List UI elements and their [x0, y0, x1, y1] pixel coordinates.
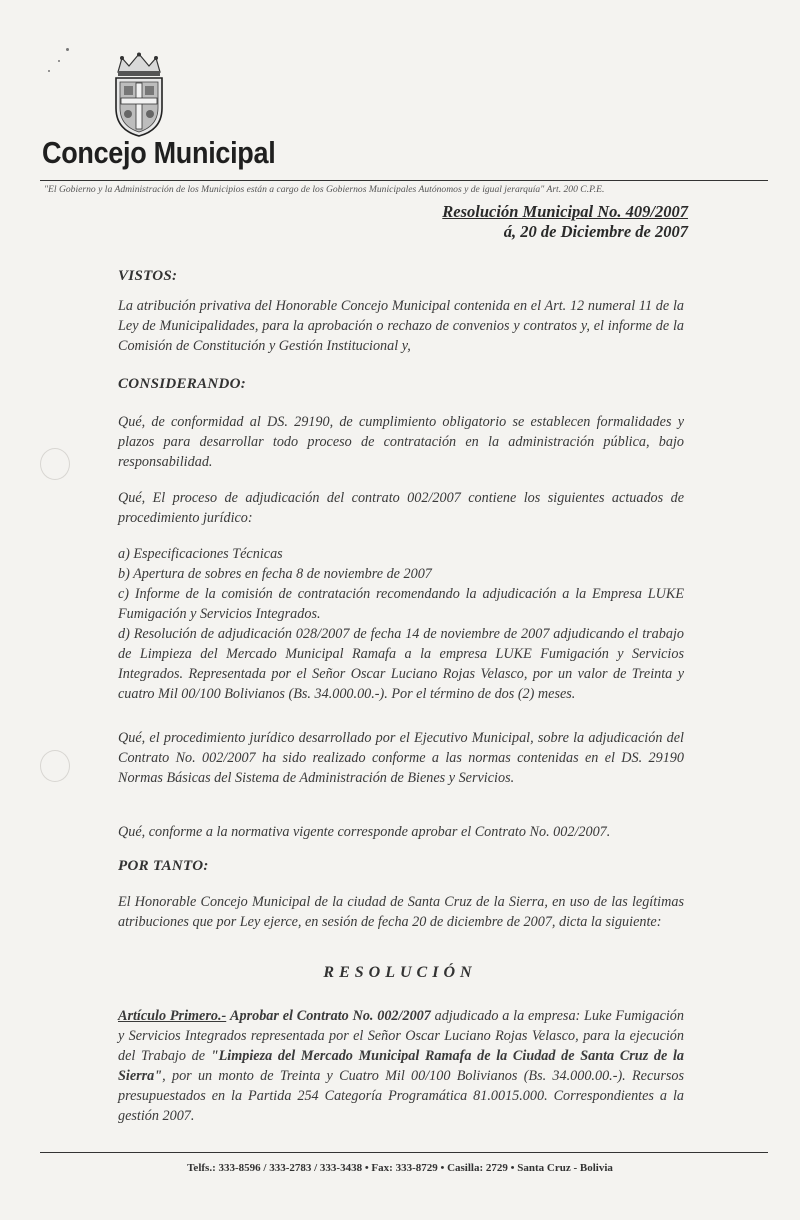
procedure-list [118, 544, 684, 704]
scan-speck [58, 60, 60, 62]
resolution-date: á, 20 de Diciembre de 2007 [503, 222, 688, 241]
footer-divider [40, 1152, 768, 1153]
article-label: Artículo Primero.- [118, 1008, 227, 1024]
header-motto: "El Gobierno y la Administración de los Municipios están a cargo de los Gobiernos Municipales Autónomos y de igual jerarquía" Art. 200 C.P.E. [44, 184, 605, 195]
vistos-paragraph: La atribución privativa del Honorable Concejo Municipal contenida en el Art. 12 numeral 11 de la Ley de Municipalidades, para la aprobación o rechazo de convenios y contratos y, el informe de la Comisión de Constitución y Gestión Institucional y, [118, 298, 684, 354]
list-item: a) Especificaciones Técnicas [118, 546, 283, 562]
scan-speck [66, 48, 69, 51]
considerando-paragraph-3: Qué, el procedimiento jurídico desarrollado por el Ejecutivo Municipal, sobre la adjudicación del Contrato No. 002/2007 ha sido realizado conforme a las normas contenidas en el DS. 29190 Normas Básicas del Sistema de Administración de Bienes y Servicios. [118, 730, 684, 786]
resolution-heading: RESOLUCIÓN [323, 964, 477, 981]
article-text-1: adjudicado a la empresa: Luke Fumigación y Servicios Integrados representada por el Señor Oscar Luciano Rojas Velasco, para la ejecución del Trabajo de [118, 1008, 684, 1064]
considerando-paragraph-4: Qué, conforme a la normativa vigente corresponde aprobar el Contrato No. 002/2007. [118, 824, 611, 840]
article-text-2: , por un monto de Treinta y Cuatro Mil 00/100 Bolivianos (Bs. 34.000.00.-). Recursos presupuestados en la Partida 254 Categoría Programática 81.0015.000. Correspondientes a la gestión 2007. [118, 1068, 684, 1124]
header-divider [40, 180, 768, 181]
considerando-paragraph-2: Qué, El proceso de adjudicación del contrato 002/2007 contiene los siguientes actuados de procedimiento jurídico: [118, 490, 684, 526]
list-item: c) Informe de la comisión de contratación recomendando la adjudicación a la Empresa LUKE Fumigación y Servicios Integrados. [118, 586, 684, 622]
article-lead: Aprobar el Contrato No. 002/2007 [230, 1008, 431, 1024]
considerando-paragraph-1: Qué, de conformidad al DS. 29190, de cumplimiento obligatorio se establecen formalidades y plazos para desarrollar todo proceso de contratación en la administración pública, bajo responsabilidad. [118, 414, 684, 470]
section-heading-por-tanto: POR TANTO: [118, 858, 209, 874]
footer-contact: Telfs.: 333-8596 / 333-2783 / 333-3438 • Fax: 333-8729 • Casilla: 2729 • Santa Cruz - Bolivia [187, 1162, 613, 1174]
article-first-paragraph [118, 1006, 684, 1126]
section-heading-vistos: VISTOS: [118, 268, 178, 284]
article-work-title: "Limpieza del Mercado Municipal Ramafa de la Ciudad de Santa Cruz de la Sierra" [118, 1048, 685, 1084]
punch-hole-mark [40, 750, 70, 782]
organization-title: Concejo Municipal [42, 136, 276, 170]
punch-hole-mark [40, 448, 70, 480]
list-item: b) Apertura de sobres en fecha 8 de noviembre de 2007 [118, 566, 432, 582]
resolution-number: Resolución Municipal No. 409/2007 [442, 202, 688, 221]
list-item: d) Resolución de adjudicación 028/2007 de fecha 14 de noviembre de 2007 adjudicando el trabajo de Limpieza del Mercado Municipal Ramafa a la empresa LUKE Fumigación y Servicios Integrados. Representada por el Señor Oscar Luciano Rojas Velasco, por un valor de Treinta y cuatro Mil 00/100 Bolivianos (Bs. 34.000.00.-). Por el término de dos (2) meses. [118, 626, 684, 702]
coat-of-arms-icon [112, 52, 166, 138]
scan-speck [48, 70, 50, 72]
section-heading-considerando: CONSIDERANDO: [118, 376, 247, 392]
por-tanto-paragraph: El Honorable Concejo Municipal de la ciudad de Santa Cruz de la Sierra, en uso de las legítimas atribuciones que por Ley ejerce, en sesión de fecha 20 de diciembre de 2007, dicta la siguiente: [118, 894, 684, 930]
